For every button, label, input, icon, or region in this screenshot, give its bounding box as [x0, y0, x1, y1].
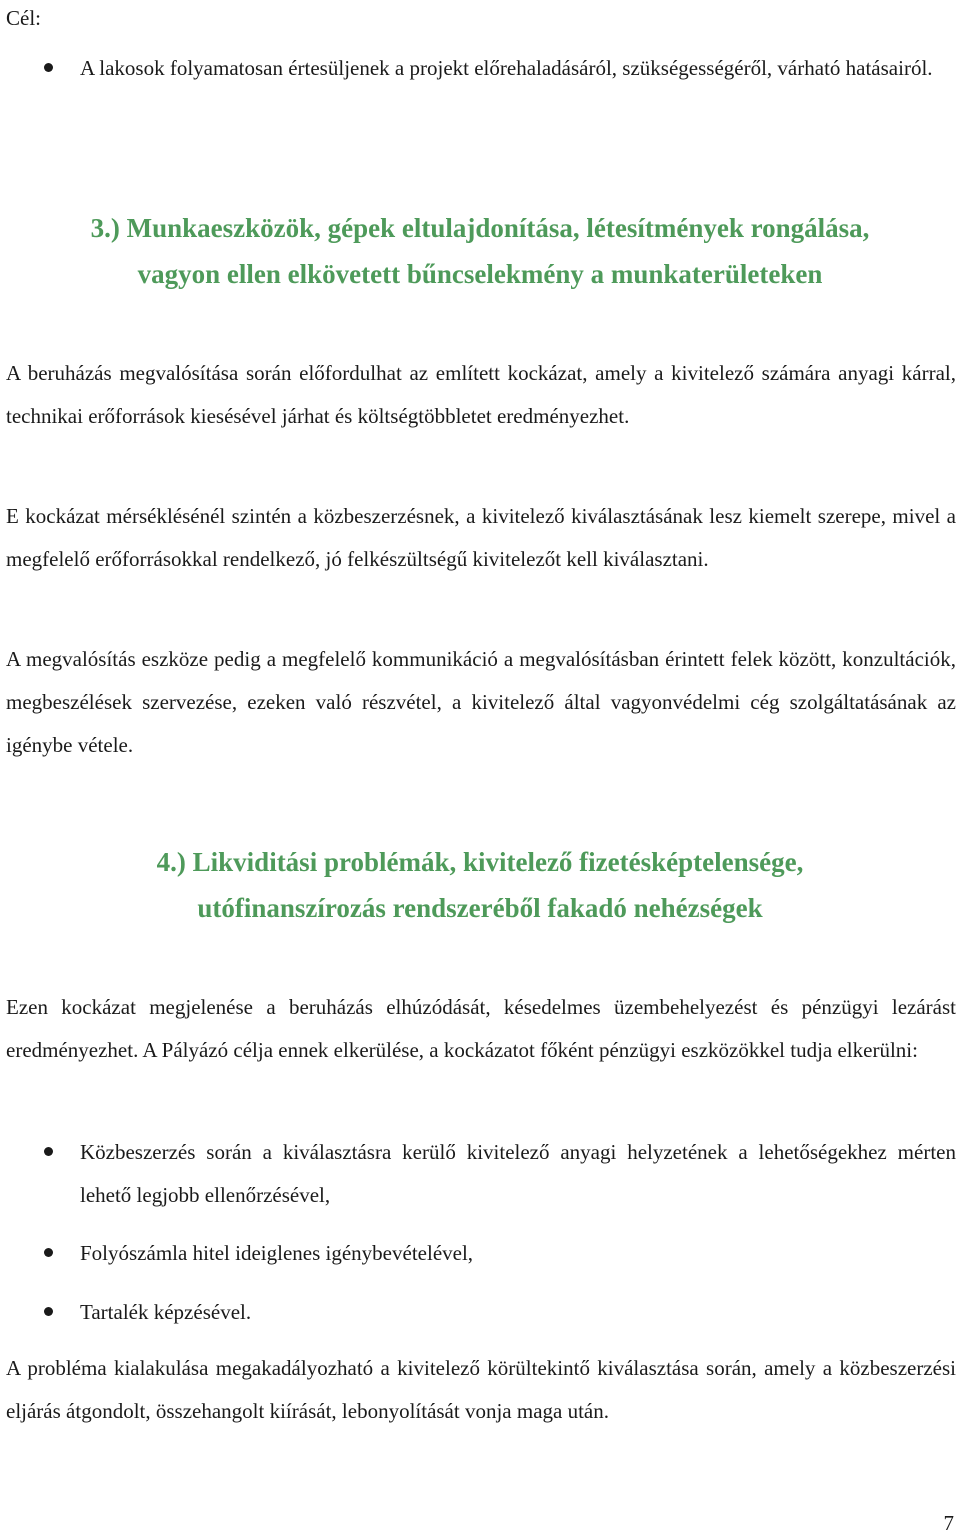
section-4-bullet-item — [80, 1131, 956, 1217]
section-4-bullet-item — [80, 1232, 956, 1275]
section-4-heading — [0, 839, 960, 931]
section-4-heading-line-1: 4.) Likviditási problémák, kivitelező fizetésképtelensége, — [156, 847, 804, 877]
goal-label: Cél: — [6, 6, 41, 30]
section-3-heading-line-2: vagyon ellen elkövetett bűncselekmény a munkaterületeken — [137, 259, 823, 289]
goal-bullet-text: A lakosok folyamatosan értesüljenek a projekt előrehaladásáról, szükségességéről, várható hatásairól. — [80, 56, 933, 80]
section-3-paragraph: A megvalósítás eszköze pedig a megfelelő kommunikáció a megvalósításban érintett felek között, konzultációk, megbeszélések szervezése, ezeken való részvétel, a kivitelező által vagyonvédelmi cég szolgáltatásának az igénybe vétele. — [6, 647, 956, 757]
section-4-closing-paragraph: A probléma kialakulása megakadályozható a kivitelező körültekintő kiválasztása során, amely a közbeszerzési eljárás átgondolt, összehangolt kiírását, lebonyolítását vonja maga után. — [6, 1356, 956, 1423]
section-3-heading-line-1: 3.) Munkaeszközök, gépek eltulajdonítása, létesítmények rongálása, — [90, 213, 870, 243]
bullet-icon — [44, 1147, 53, 1156]
section-4-bullet-text: Tartalék képzésével. — [80, 1300, 252, 1324]
section-4-bullet-item — [80, 1291, 956, 1334]
bullet-icon — [44, 63, 53, 72]
section-4-intro-paragraph: Ezen kockázat megjelenése a beruházás elhúzódását, késedelmes üzembehelyezést és pénzügyi lezárást eredményezhet. A Pályázó célja ennek elkerülése, a kockázatot főként pénzügyi eszközökkel tudja elkerülni: — [6, 995, 956, 1062]
bullet-icon — [44, 1307, 53, 1316]
section-4-bullet-text: Közbeszerzés során a kiválasztásra kerülő kivitelező anyagi helyzetének a lehetőségekhez mérten lehető legjobb ellenőrzésével, — [80, 1140, 956, 1207]
section-3-paragraph: E kockázat mérséklésénél szintén a közbeszerzésnek, a kivitelező kiválasztásának lesz kiemelt szerepe, mivel a megfelelő erőforrásokkal rendelkező, jó felkészültségű kivitelezőt kell kiválasztani. — [6, 504, 956, 571]
section-4-bullet-text: Folyószámla hitel ideiglenes igénybevételével, — [80, 1241, 474, 1265]
page-number: 7 — [943, 1511, 954, 1535]
section-4-heading-line-2: utófinanszírozás rendszeréből fakadó nehézségek — [197, 893, 763, 923]
section-3-paragraph: A beruházás megvalósítása során előfordulhat az említett kockázat, amely a kivitelező számára anyagi kárral, technikai erőforrások kiesésével járhat és költségtöbbletet eredményezhet. — [6, 361, 956, 428]
goal-bullet-item — [80, 47, 956, 90]
section-3-heading — [0, 205, 960, 297]
bullet-icon — [44, 1248, 53, 1257]
